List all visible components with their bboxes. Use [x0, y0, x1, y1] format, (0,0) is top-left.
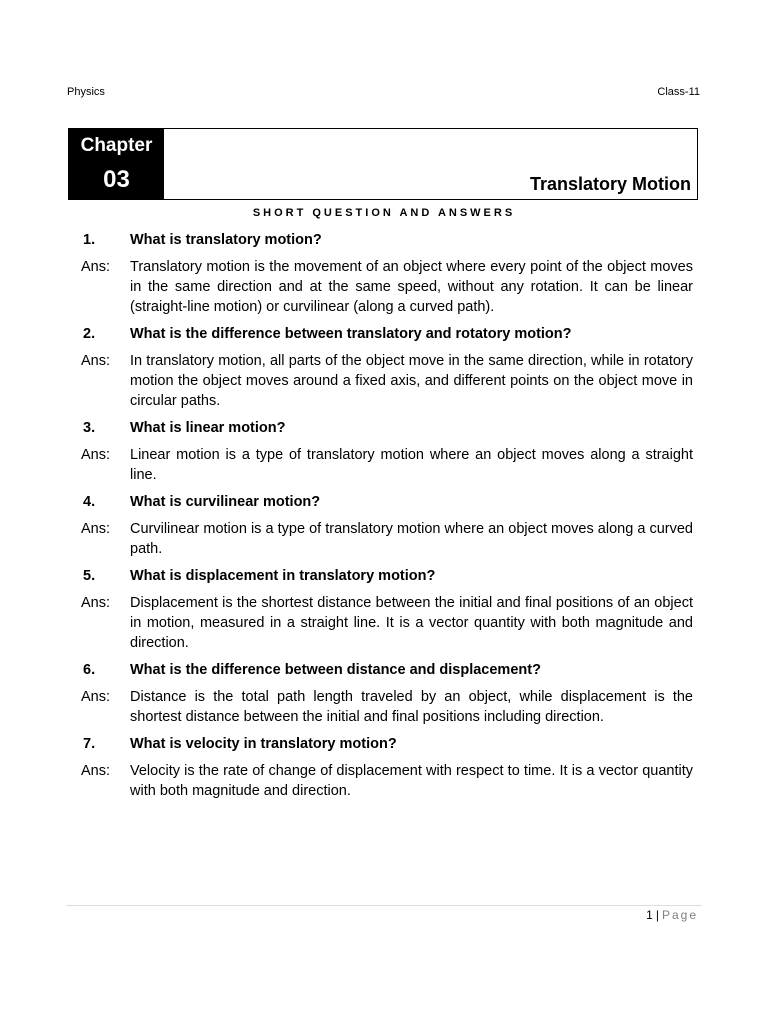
question-row [68, 418, 693, 438]
answer-label: Ans: [81, 689, 111, 705]
section-heading: SHORT QUESTION AND ANSWERS [252, 207, 516, 219]
answer-row [68, 687, 693, 727]
answer-row [68, 761, 693, 801]
chapter-label: Chapter [80, 135, 153, 156]
qa-list [68, 230, 693, 808]
chapter-badge [69, 129, 164, 199]
answer-text: Linear motion is a type of translatory motion where an object moves along a straight line. [130, 447, 693, 483]
question-text: What is translatory motion? [130, 232, 322, 248]
question-row [68, 230, 693, 250]
answer-text: Curvilinear motion is a type of translatory motion where an object moves along a curved path. [130, 521, 693, 557]
answer-label: Ans: [81, 521, 111, 537]
answer-text: Velocity is the rate of change of displacement with respect to time. It is a vector quantity with both magnitude and direction. [130, 763, 693, 799]
question-number: 6. [83, 662, 96, 678]
question-number: 7. [83, 736, 96, 752]
question-number: 5. [83, 568, 96, 584]
question-number: 2. [83, 326, 96, 342]
question-number: 3. [83, 420, 96, 436]
answer-label: Ans: [81, 447, 111, 463]
answer-row [68, 593, 693, 653]
answer-row [68, 445, 693, 485]
chapter-title: Translatory Motion [529, 174, 691, 194]
question-text: What is the difference between distance and displacement? [130, 662, 541, 678]
question-number: 4. [83, 494, 96, 510]
answer-label: Ans: [81, 763, 111, 779]
answer-label: Ans: [81, 595, 111, 611]
answer-label: Ans: [81, 353, 111, 369]
question-row [68, 324, 693, 344]
header-subject: Physics [67, 86, 105, 98]
answer-row [68, 257, 693, 317]
question-text: What is displacement in translatory motion? [130, 568, 436, 584]
answer-row [68, 519, 693, 559]
question-text: What is linear motion? [130, 420, 286, 436]
chapter-number: 03 [103, 166, 130, 193]
chapter-banner [68, 128, 698, 200]
answer-text: Displacement is the shortest distance between the initial and final positions of an object in motion, measured in a straight line. It is a vector quantity with both magnitude and direction. [130, 595, 693, 651]
answer-text: In translatory motion, all parts of the object move in the same direction, while in rotatory motion the object moves around a fixed axis, and different points on the object move in circular paths. [130, 353, 693, 409]
footer-divider [66, 905, 702, 906]
page-separator: | [655, 908, 659, 922]
question-text: What is curvilinear motion? [130, 494, 321, 510]
page-number: 1 [646, 908, 653, 922]
page-word: Page [661, 908, 698, 922]
answer-label: Ans: [81, 259, 111, 275]
question-row [68, 492, 693, 512]
question-text: What is the difference between translatory and rotatory motion? [130, 326, 572, 342]
question-row [68, 566, 693, 586]
question-row [68, 660, 693, 680]
question-row [68, 734, 693, 754]
question-text: What is velocity in translatory motion? [130, 736, 397, 752]
answer-row [68, 351, 693, 411]
page-footer [646, 908, 698, 922]
answer-text: Translatory motion is the movement of an object where every point of the object moves in the same direction and at the same speed, without any rotation. It can be linear (straight-line motion) or curvilinear (along a curved path). [130, 259, 693, 315]
answer-text: Distance is the total path length traveled by an object, while displacement is the shortest distance between the initial and final positions including direction. [130, 689, 693, 725]
header-class: Class-11 [657, 86, 700, 98]
question-number: 1. [83, 232, 96, 248]
